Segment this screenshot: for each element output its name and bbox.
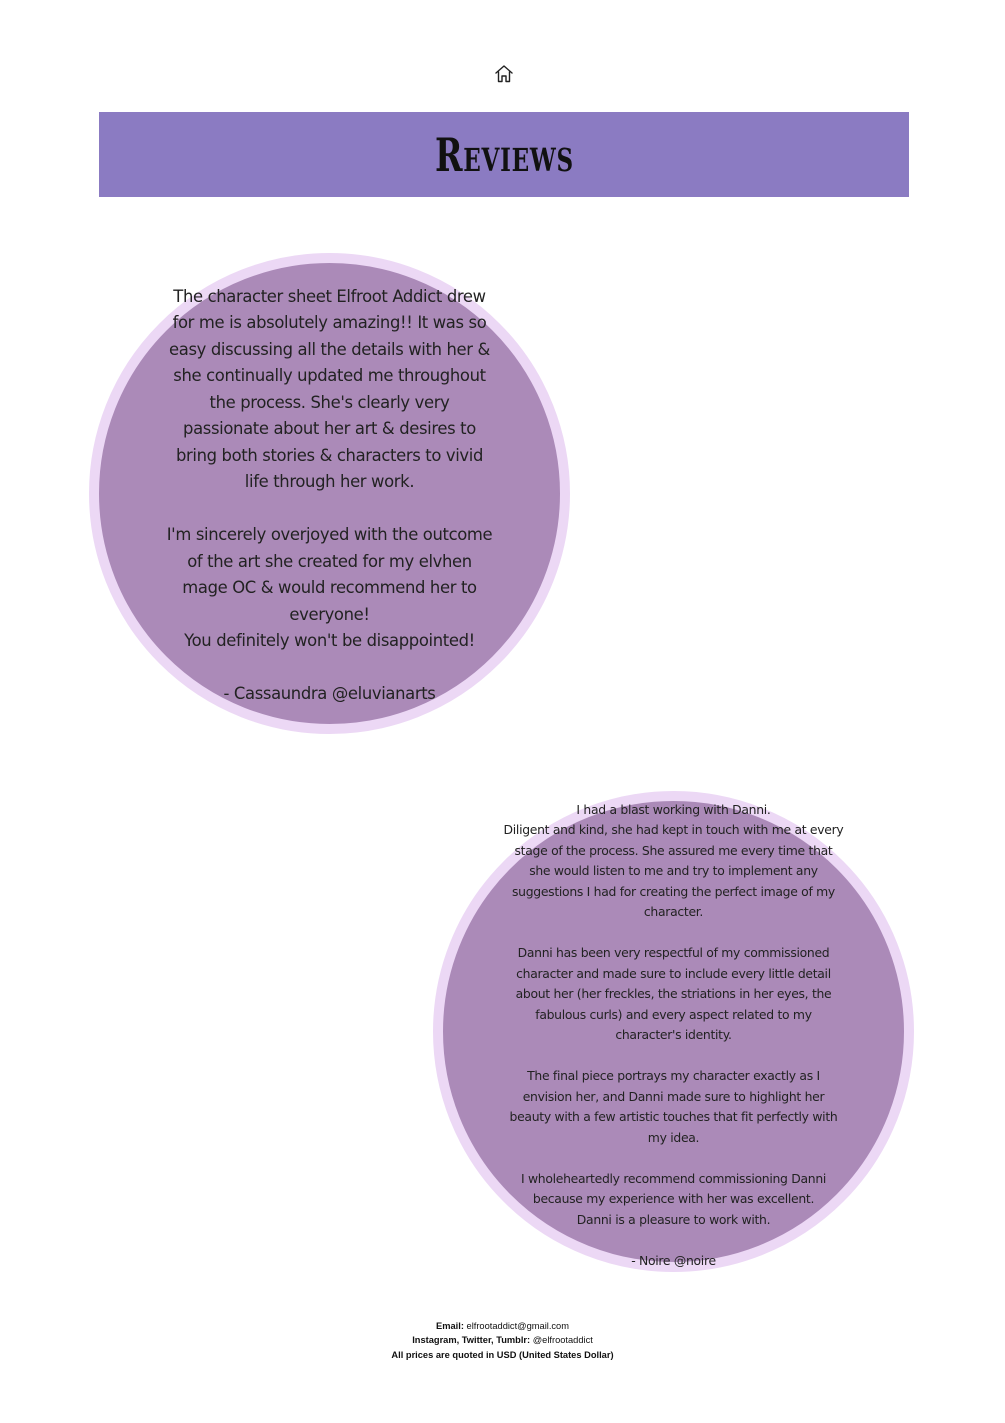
social-label: Instagram, Twitter, Tumblr: [412,1335,531,1346]
title-banner [99,112,909,197]
footer [0,1319,1005,1362]
footer-prices-line [0,1348,1005,1362]
prices-note: All prices are quoted in USD (United States Dollar) [391,1349,614,1360]
footer-social-line [0,1333,1005,1347]
email-link[interactable]: elfrootaddict@gmail.com [463,1321,569,1331]
page-title: Reviews [434,127,574,182]
review-text: The character sheet Elfroot Addict drew for me is absolutely amazing!! It was so easy discussing all the details with her & she continually updated me throughout the process. She's clearly very passionate about her art & desires to bring both stories & characters to vivid life through her work. I'm sincerely overjoyed with the outcome of the art she created for my elvhen mage OC & would recommend her to everyone! You definitely won't be disappointed! - Cassaundra @eluvianarts [166,286,493,703]
review-bubble-cassaundra [89,253,570,734]
social-handle: @elfrootaddict [530,1335,593,1346]
email-label: Email: [436,1321,464,1331]
home-icon[interactable] [493,63,515,85]
footer-email-line [0,1319,1005,1333]
review-text: I had a blast working with Danni. Diligent and kind, she had kept in touch with me at every stage of the process. She assured me every time that she would listen to me and try to implement any suggestions I had for creating the perfect image of my character. Danni has been very respectful of my commissioned character and made sure to include every little detail about her (her freckles, the striations in her eyes, the fabulous curls) and every aspect related to my character's identity. The final piece portrays my character exactly as I envision her, and Danni made sure to highlight her beauty with a few artistic touches that fit perfectly with my idea. I wholeheartedly recommend commissioning Danni because my experience with her was excellent. Danni is a pleasure to work with. - Noire @noire [503,801,844,1268]
home-icon-glyph [493,63,515,85]
review-bubble-noire [433,791,914,1272]
